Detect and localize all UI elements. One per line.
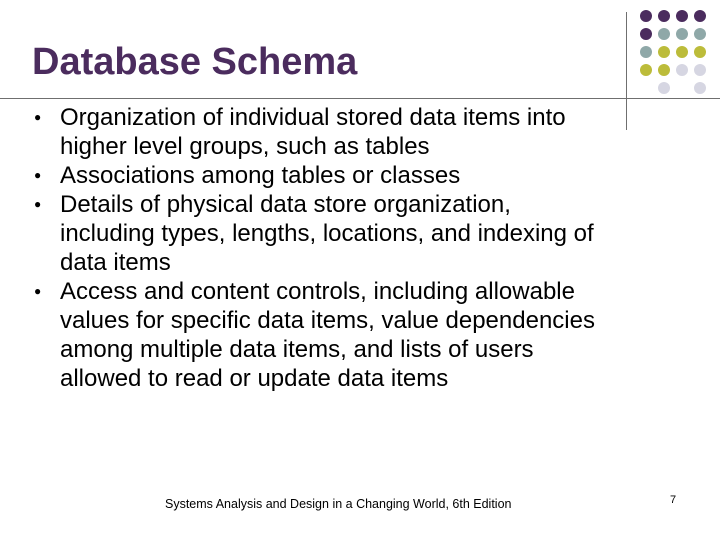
decorative-dot xyxy=(676,10,688,22)
bullet-line: Access and content controls, including allowable xyxy=(60,278,575,305)
bullet-dot-icon: ● xyxy=(34,284,42,298)
title-divider xyxy=(0,98,720,99)
decorative-dot xyxy=(676,28,688,40)
decorative-dot xyxy=(694,64,706,76)
decorative-dot xyxy=(676,46,688,58)
bullet-dot-icon: ● xyxy=(34,168,42,182)
decorative-dot xyxy=(658,10,670,22)
decorative-dot xyxy=(694,82,706,94)
bullet-line: Details of physical data store organization, xyxy=(60,191,511,218)
bullet-line: including types, lengths, locations, and indexing of xyxy=(60,220,594,247)
decorative-dot xyxy=(694,28,706,40)
bullet-line: Associations among tables or classes xyxy=(60,162,461,189)
bullet-line: Organization of individual stored data items into xyxy=(60,104,566,131)
bullet-item xyxy=(0,161,700,190)
decorative-dot xyxy=(640,28,652,40)
bullet-line: data items xyxy=(60,249,171,276)
decorative-dot xyxy=(640,46,652,58)
decorative-dot xyxy=(694,10,706,22)
slide-title: Database Schema xyxy=(32,41,358,83)
bullet-dot-icon: ● xyxy=(34,110,42,124)
bullet-list xyxy=(0,103,700,393)
bullet-item xyxy=(0,190,700,277)
decorative-dot xyxy=(658,28,670,40)
bullet-line: higher level groups, such as tables xyxy=(60,133,430,160)
decorative-dot xyxy=(640,10,652,22)
bullet-item xyxy=(0,103,700,161)
slide-footer: Systems Analysis and Design in a Changing World, 6th Edition xyxy=(165,497,512,511)
decorative-dot xyxy=(658,46,670,58)
decorative-dot xyxy=(640,64,652,76)
bullet-line: values for specific data items, value dependencies xyxy=(60,307,595,334)
page-number: 7 xyxy=(670,494,677,506)
bullet-line: allowed to read or update data items xyxy=(60,365,449,392)
decorative-dot xyxy=(694,46,706,58)
decorative-dot xyxy=(658,64,670,76)
decorative-dot xyxy=(676,64,688,76)
bullet-line: among multiple data items, and lists of users xyxy=(60,336,534,363)
bullet-dot-icon: ● xyxy=(34,197,42,211)
bullet-item xyxy=(0,277,700,393)
decorative-dot xyxy=(658,82,670,94)
